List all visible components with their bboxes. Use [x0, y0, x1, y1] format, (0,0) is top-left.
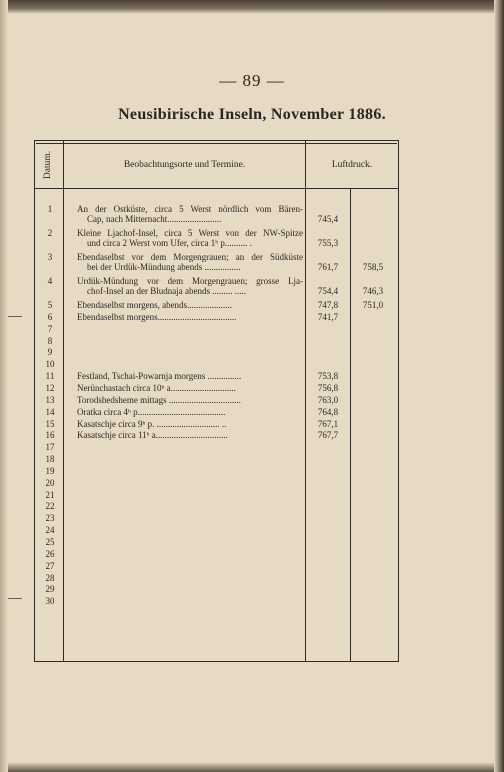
- row-location-line: Ebendaselbst morgens...................................: [77, 311, 237, 322]
- row-location-line: Kleine Ljachof-Insel, circa 5 Werst von der NW-Spitze: [77, 228, 303, 238]
- row-location-line: Ebendaselbst morgens, abends....................: [77, 300, 233, 310]
- row-location-line: und circa 2 Werst vom Ufer, circa 1ʰ p.......... .: [87, 238, 252, 248]
- row-day: 18: [45, 454, 55, 465]
- row-day: 2: [47, 228, 53, 238]
- column-rule-date: [63, 141, 64, 661]
- row-day: 12: [45, 382, 55, 393]
- row-day: 27: [45, 560, 55, 571]
- page-number: — 89 —: [219, 71, 285, 90]
- row-day: 1: [47, 204, 53, 214]
- column-rule-pressure: [350, 188, 351, 661]
- row-day: 9: [47, 347, 53, 358]
- row-location-line: Kasatschje circa 11ʰ a................................: [77, 430, 228, 441]
- row-location-line: Oratka circa 4ʰ p.......................................: [77, 406, 226, 417]
- row-day: 20: [45, 477, 55, 488]
- row-day: 23: [45, 513, 55, 524]
- margin-mark: [8, 316, 22, 317]
- row-pressure-1: 753,8: [317, 371, 339, 382]
- row-location-line: bei der Urdük-Mündung abends ................: [87, 262, 241, 272]
- row-location-line: Torodshedsheme mittags ................................: [77, 394, 241, 405]
- row-day: 26: [45, 548, 55, 559]
- row-pressure-1: 745,4: [317, 214, 339, 224]
- row-location-line: Urdük-Mündung vor dem Morgengrauen; grosse Lja-: [77, 276, 303, 286]
- header-pressure: Luftdruck.: [331, 160, 373, 170]
- row-pressure-2: 746,3: [362, 286, 384, 296]
- row-day: 30: [45, 596, 55, 607]
- row-day: 4: [47, 276, 53, 286]
- row-day: 24: [45, 525, 55, 536]
- row-pressure-2: 751,0: [362, 300, 384, 310]
- row-day: 3: [47, 252, 53, 262]
- row-location-line: Nerünchastach circa 10ʰ a.............................: [77, 382, 236, 393]
- row-location-line: Kasatschje circa 9ʰ p. ............................ ..: [77, 418, 227, 429]
- row-pressure-1: 767,1: [317, 418, 339, 429]
- row-day: 29: [45, 584, 55, 595]
- row-location-line: Festland, Tschai-Powarnja morgens ...............: [77, 371, 242, 382]
- row-pressure-1: 767,7: [317, 430, 339, 441]
- row-location-line: An der Ostküste, circa 5 Werst nördlich vom Bären-: [77, 204, 303, 214]
- row-location-line: chof-Insel an der Bludnaja abends ......... .....: [87, 286, 246, 296]
- row-day: 13: [45, 394, 55, 405]
- row-day: 28: [45, 572, 55, 583]
- row-location-line: Cap, nach Mitternacht........................: [87, 214, 222, 224]
- page-top-edge: [0, 0, 504, 14]
- row-day: 10: [45, 359, 55, 370]
- row-day: 17: [45, 442, 55, 453]
- row-pressure-1: 761,7: [317, 262, 339, 272]
- row-day: 16: [45, 430, 55, 441]
- margin-mark: [8, 598, 22, 599]
- table-top-rule: [36, 143, 397, 144]
- row-pressure-1: 756,8: [317, 382, 339, 393]
- page-bottom-edge: [0, 762, 504, 772]
- row-day: 21: [45, 489, 55, 500]
- row-pressure-1: 747,8: [317, 300, 339, 310]
- row-day: 8: [47, 335, 53, 346]
- row-day: 15: [45, 418, 55, 429]
- row-day: 6: [47, 311, 53, 322]
- row-day: 7: [47, 323, 53, 334]
- row-pressure-2: 758,5: [362, 262, 384, 272]
- row-day: 5: [47, 300, 53, 310]
- header-date-label: Datum.: [43, 150, 54, 180]
- row-location-line: Ebendaselbst vor dem Morgengrauen; an der Südküste: [77, 252, 303, 262]
- row-pressure-1: 741,7: [317, 311, 339, 322]
- row-day: 25: [45, 537, 55, 547]
- header-date: [35, 142, 62, 188]
- row-pressure-1: 754,4: [317, 286, 339, 296]
- row-pressure-1: 764,8: [317, 406, 339, 417]
- row-day: 22: [45, 501, 55, 512]
- row-pressure-1: 763,0: [317, 394, 339, 405]
- row-day: 14: [45, 406, 55, 417]
- row-day: 19: [45, 465, 55, 476]
- table-header-rule: [35, 188, 398, 189]
- row-day: 11: [45, 371, 55, 382]
- row-pressure-1: 755,3: [317, 238, 339, 248]
- header-location: Beobachtungsorte und Termine.: [123, 160, 246, 170]
- page-title: Neusibirische Inseln, November 1886.: [118, 106, 386, 123]
- column-rule-location: [305, 141, 306, 661]
